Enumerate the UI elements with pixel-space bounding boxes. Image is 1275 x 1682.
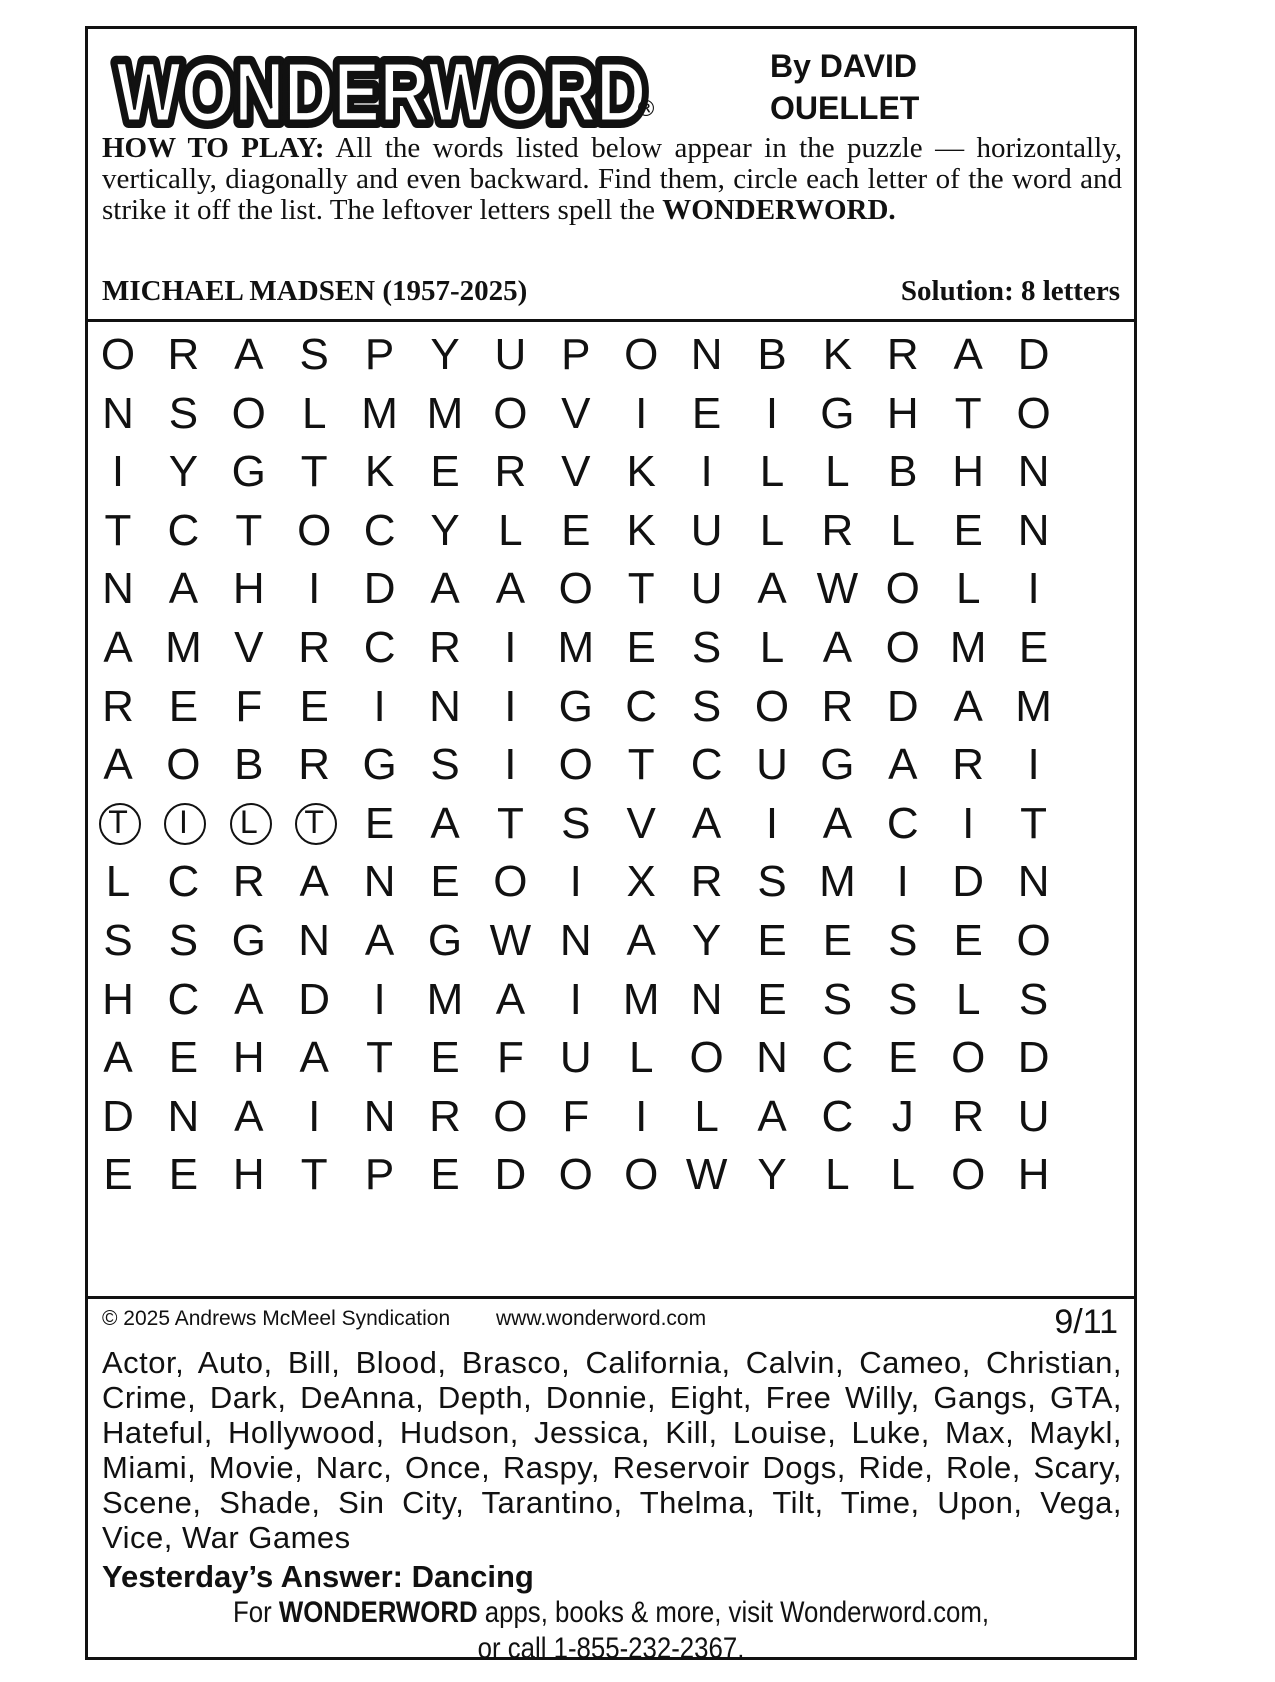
solution-length: Solution: 8 letters <box>900 275 1120 307</box>
grid-cell[interactable]: E <box>430 857 460 907</box>
grid-cell[interactable]: E <box>561 505 591 555</box>
grid-cell[interactable]: I <box>569 974 582 1024</box>
grid-row <box>88 441 1134 503</box>
grid-cell[interactable]: H <box>102 974 134 1024</box>
grid-row <box>88 500 1134 562</box>
grid-row <box>88 1086 1134 1148</box>
grid-cell[interactable]: I <box>111 447 125 497</box>
grid-cell[interactable]: A <box>757 564 787 614</box>
grid-cell[interactable]: W <box>489 916 532 965</box>
grid-cell[interactable]: A <box>430 564 460 614</box>
grid-cell[interactable]: T <box>954 388 982 438</box>
grid-cell[interactable]: H <box>952 447 985 497</box>
grid-cell[interactable]: N <box>1017 447 1050 497</box>
grid-cell[interactable]: H <box>232 564 265 614</box>
grid-cell[interactable]: T <box>88 793 148 855</box>
grid-cell[interactable]: S <box>888 974 918 1024</box>
wonderword-logo <box>110 35 670 139</box>
grid-cell[interactable]: F <box>235 681 263 731</box>
grid-cell[interactable]: N <box>1017 505 1050 555</box>
grid-cell[interactable]: I <box>1027 564 1040 614</box>
how-to-play <box>102 133 1122 226</box>
grid-cell[interactable]: T <box>1020 798 1048 848</box>
grid-cell[interactable]: D <box>363 564 396 614</box>
grid-cell[interactable]: M <box>1015 681 1052 731</box>
grid-cell[interactable]: R <box>298 740 331 790</box>
promo-line1 <box>161 1595 1061 1631</box>
grid-cell[interactable]: Y <box>757 1150 787 1200</box>
grid-cell[interactable]: A <box>234 330 264 379</box>
grid-cell[interactable]: N <box>363 857 396 907</box>
grid-cell[interactable]: I <box>504 740 517 790</box>
grid-cell[interactable]: A <box>103 740 133 790</box>
grid-cell[interactable]: I <box>153 793 213 855</box>
grid-cell[interactable]: N <box>102 388 134 438</box>
grid-cell[interactable]: S <box>103 916 133 965</box>
grid-cell[interactable]: U <box>494 330 527 379</box>
grid-cell[interactable]: A <box>953 681 983 731</box>
grid-cell[interactable]: O <box>493 857 528 907</box>
grid-row <box>88 734 1134 796</box>
grid-cell[interactable]: E <box>822 916 853 965</box>
grid-cell[interactable]: I <box>373 974 386 1024</box>
grid-cell[interactable]: A <box>953 330 983 379</box>
grid-cell[interactable]: O <box>1016 388 1051 438</box>
puzzle-date: 9/11 <box>1054 1303 1118 1341</box>
grid-cell[interactable]: N <box>690 974 723 1024</box>
grid-cell[interactable]: M <box>165 623 202 672</box>
grid-cell[interactable]: N <box>756 1033 788 1083</box>
grid-cell[interactable]: L <box>825 1150 850 1200</box>
grid-cell[interactable]: A <box>234 974 264 1024</box>
grid-cell[interactable]: S <box>888 916 918 965</box>
grid-cell[interactable]: H <box>886 388 919 438</box>
grid-cell[interactable]: F <box>496 1033 524 1083</box>
grid-cell[interactable]: C <box>167 857 200 907</box>
grid-cell[interactable]: E <box>888 1033 918 1083</box>
grid-cell[interactable]: G <box>231 447 266 497</box>
grid-cell[interactable]: I <box>765 388 779 438</box>
grid-cell[interactable]: E <box>168 1033 199 1083</box>
grid-cell[interactable]: E <box>626 623 656 672</box>
grid-row <box>88 676 1134 738</box>
grid-cell[interactable]: Y <box>430 330 460 379</box>
grid-cell[interactable]: S <box>691 681 722 731</box>
grid-cell[interactable]: I <box>569 857 582 907</box>
promo-brand: WONDERWORD <box>278 1596 478 1629</box>
grid-cell[interactable]: Y <box>691 916 722 965</box>
grid-row <box>88 558 1134 620</box>
grid-cell[interactable]: G <box>427 916 463 965</box>
grid-cell[interactable]: I <box>373 681 386 731</box>
grid-cell[interactable]: N <box>559 916 592 965</box>
grid-cell[interactable]: C <box>690 740 723 790</box>
grid-cell[interactable]: V <box>626 798 656 848</box>
byline <box>770 45 1050 129</box>
grid-cell[interactable]: D <box>298 974 331 1024</box>
how-to-play-text: All the words listed below appear in the puzzle — horizontally, vertically, diagonally and even backward. Find them, circle each letter of the word and strike it off the list. The leftover letters spell the <box>102 132 1122 226</box>
grid-cell[interactable]: N <box>167 1091 200 1141</box>
grid-cell[interactable]: I <box>308 1091 321 1141</box>
grid-cell[interactable]: M <box>949 623 987 672</box>
grid-cell[interactable]: M <box>361 388 398 438</box>
grid-cell[interactable]: L <box>890 505 916 555</box>
grid-cell[interactable]: C <box>167 974 200 1024</box>
grid-cell[interactable]: O <box>493 1091 528 1141</box>
registered-mark: ® <box>635 97 657 122</box>
grid-row <box>88 1144 1134 1206</box>
grid-cell[interactable]: S <box>561 798 591 848</box>
grid-cell[interactable]: E <box>1018 623 1049 672</box>
grid-cell[interactable]: O <box>885 623 920 672</box>
grid-cell[interactable]: L <box>955 974 981 1024</box>
grid-cell[interactable]: O <box>885 564 920 614</box>
grid-cell[interactable]: R <box>952 1091 985 1141</box>
grid-cell[interactable]: L <box>955 564 981 614</box>
grid-cell[interactable]: A <box>757 1091 787 1141</box>
grid-cell[interactable]: L <box>825 447 850 497</box>
grid-cell[interactable]: A <box>168 564 199 614</box>
grid-cell[interactable]: S <box>430 740 460 790</box>
grid-cell[interactable]: N <box>1017 857 1050 907</box>
grid-cell[interactable]: A <box>626 916 656 965</box>
grid-cell[interactable]: G <box>231 916 266 965</box>
grid-cell[interactable]: E <box>691 388 722 438</box>
grid-cell[interactable]: O <box>689 1033 724 1083</box>
grid-cell[interactable]: O <box>100 330 136 379</box>
grid-cell[interactable]: U <box>756 740 788 790</box>
grid-cell[interactable]: O <box>558 564 593 614</box>
grid-cell[interactable]: V <box>561 388 591 438</box>
grid-cell[interactable]: R <box>494 447 527 497</box>
grid-cell[interactable]: O <box>624 330 659 379</box>
grid-cell[interactable]: B <box>888 447 918 497</box>
grid-cell[interactable]: K <box>626 447 656 497</box>
promo-line2: or call 1-855-232-2367. <box>477 1632 745 1665</box>
grid-cell[interactable]: N <box>298 916 331 965</box>
grid-cell[interactable]: A <box>364 916 395 965</box>
grid-cell[interactable]: E <box>757 974 787 1024</box>
copyright: © 2025 Andrews McMeel Syndication <box>102 1307 451 1330</box>
grid-cell[interactable]: D <box>1017 1033 1050 1083</box>
grid-cell[interactable]: O <box>166 740 201 790</box>
grid-cell[interactable]: R <box>821 505 854 555</box>
grid-cell[interactable]: L <box>628 1033 654 1083</box>
grid-cell[interactable]: N <box>363 1091 396 1141</box>
grid-cell[interactable]: E <box>430 1150 460 1200</box>
grid-cell[interactable]: K <box>822 330 853 379</box>
puzzle-header <box>88 29 1134 322</box>
grid-cell[interactable]: M <box>622 974 660 1024</box>
grid-cell[interactable]: I <box>308 564 321 614</box>
grid-cell[interactable]: O <box>624 1150 659 1200</box>
grid-cell[interactable]: E <box>168 1150 199 1200</box>
grid-cell[interactable]: T <box>235 505 263 555</box>
grid-cell[interactable]: U <box>690 564 723 614</box>
grid-cell[interactable]: W <box>816 564 859 614</box>
grid-cell[interactable]: D <box>886 681 919 731</box>
grid-cell[interactable]: L <box>498 505 523 555</box>
promo-line1-rest: apps, books & more, visit Wonderword.com, <box>477 1596 990 1629</box>
grid-cell[interactable]: H <box>232 1033 265 1083</box>
grid-cell[interactable]: M <box>819 857 856 907</box>
grid-row <box>88 383 1134 445</box>
grid-cell[interactable]: E <box>953 916 983 965</box>
grid-cell[interactable]: V <box>561 447 591 497</box>
grid-cell[interactable]: R <box>952 740 985 790</box>
promo-prefix: For <box>232 1596 279 1629</box>
grid-cell[interactable]: U <box>1017 1091 1050 1141</box>
grid-cell[interactable]: C <box>363 623 396 672</box>
grid-cell[interactable]: O <box>231 388 266 438</box>
grid-row <box>88 969 1134 1031</box>
grid-cell[interactable]: S <box>757 857 787 907</box>
word-list: Actor, Auto, Bill, Blood, Brasco, California, Calvin, Cameo, Christian, Crime, Dark, DeAnna, Depth, Donnie, Eight, Free Willy, Gangs, GTA, Hateful, Hollywood, Hudson, Jessica, Kill, Louise, Luke, Max, Maykl, Miami, Movie, Narc, Once, Raspy, Reservoir Dogs, Ride, Role, Scary, Scene, Shade, Sin City, Tarantino, Thelma, Tilt, Time, Upon, Vega, Vice, War Games <box>102 1345 1122 1555</box>
grid-cell[interactable]: K <box>626 505 656 555</box>
grid-cell[interactable]: T <box>496 798 524 848</box>
grid-cell[interactable]: S <box>168 388 199 438</box>
grid-cell[interactable]: F <box>562 1091 590 1141</box>
grid-cell[interactable]: P <box>364 1150 395 1200</box>
grid-cell[interactable]: M <box>426 974 464 1024</box>
grid-cell[interactable]: E <box>430 447 460 497</box>
grid-cell[interactable]: A <box>888 740 918 790</box>
grid-cell[interactable]: T <box>284 793 344 855</box>
grid-cell[interactable]: A <box>299 1033 329 1083</box>
grid-cell[interactable]: O <box>754 681 790 731</box>
grid-row <box>88 851 1134 913</box>
grid-cell[interactable]: R <box>232 857 265 907</box>
grid-cell[interactable]: N <box>690 330 723 379</box>
grid-cell[interactable]: I <box>896 857 909 907</box>
grid-cell[interactable]: O <box>558 1150 593 1200</box>
grid-cell[interactable]: R <box>102 681 134 731</box>
grid-cell[interactable]: N <box>102 564 134 614</box>
grid-cell[interactable]: E <box>168 681 199 731</box>
grid-cell[interactable]: K <box>364 447 395 497</box>
grid-cell[interactable]: A <box>430 798 460 848</box>
grid-row <box>88 617 1134 679</box>
grid-cell[interactable]: O <box>558 740 593 790</box>
byline-line1: By DAVID <box>770 48 917 84</box>
grid-cell[interactable]: R <box>690 857 723 907</box>
grid-cell[interactable]: L <box>105 857 131 907</box>
grid-cell[interactable]: O <box>493 388 528 438</box>
grid-cell[interactable]: A <box>822 798 853 848</box>
grid-cell[interactable]: J <box>891 1091 914 1141</box>
yesterday-answer: Yesterday’s Answer: Dancing <box>102 1559 534 1594</box>
grid-cell[interactable]: T <box>366 1033 394 1083</box>
grid-cell[interactable]: S <box>168 916 199 965</box>
grid-cell[interactable]: S <box>822 974 853 1024</box>
grid-cell[interactable]: T <box>300 1150 328 1200</box>
grid-cell[interactable]: G <box>362 740 397 790</box>
letter-grid <box>88 322 1134 1299</box>
grid-cell[interactable]: S <box>299 330 329 379</box>
grid-cell[interactable]: L <box>890 1150 916 1200</box>
grid-cell[interactable]: R <box>821 681 854 731</box>
grid-cell[interactable]: O <box>1016 916 1051 965</box>
grid-cell[interactable]: R <box>429 623 461 672</box>
how-to-play-label: HOW TO PLAY: <box>102 132 325 164</box>
grid-cell[interactable]: I <box>1027 740 1040 790</box>
puzzle-footer <box>88 1299 1134 1665</box>
grid-cell[interactable]: A <box>822 623 853 672</box>
grid-cell[interactable]: R <box>298 623 331 672</box>
grid-row <box>88 793 1134 855</box>
grid-cell[interactable]: B <box>757 330 787 379</box>
grid-row <box>88 1027 1134 1089</box>
grid-cell[interactable]: I <box>962 798 975 848</box>
grid-row <box>88 324 1134 386</box>
grid-cell[interactable]: E <box>757 916 787 965</box>
grid-cell[interactable]: N <box>429 681 461 731</box>
grid-cell[interactable]: D <box>494 1150 527 1200</box>
grid-cell[interactable]: M <box>426 388 464 438</box>
grid-cell[interactable]: I <box>635 388 648 438</box>
grid-cell[interactable]: H <box>1017 1150 1050 1200</box>
grid-cell[interactable]: L <box>759 623 785 672</box>
grid-cell[interactable]: C <box>886 798 919 848</box>
grid-cell[interactable]: E <box>103 1150 133 1200</box>
website-link[interactable]: www.wonderword.com <box>496 1307 707 1330</box>
puzzle-theme: MICHAEL MADSEN (1957-2025) <box>102 275 528 307</box>
grid-cell[interactable]: I <box>765 798 779 848</box>
grid-cell[interactable]: O <box>951 1033 986 1083</box>
grid-cell[interactable]: G <box>558 681 593 731</box>
grid-row <box>88 910 1134 972</box>
grid-cell[interactable]: U <box>690 505 723 555</box>
promo-text <box>161 1595 1061 1667</box>
grid-cell[interactable]: L <box>694 1091 719 1141</box>
grid-cell[interactable]: L <box>219 793 279 855</box>
grid-cell[interactable]: C <box>625 681 658 731</box>
grid-cell[interactable]: P <box>561 330 591 379</box>
grid-cell[interactable]: E <box>299 681 329 731</box>
grid-cell[interactable]: R <box>886 330 919 379</box>
grid-cell[interactable]: R <box>167 330 200 379</box>
grid-cell[interactable]: H <box>232 1150 265 1200</box>
grid-cell[interactable]: I <box>504 681 517 731</box>
grid-cell[interactable]: R <box>429 1091 461 1141</box>
grid-cell[interactable]: D <box>1017 330 1050 379</box>
grid-cell[interactable]: S <box>1018 974 1049 1024</box>
grid-cell[interactable]: O <box>297 505 332 555</box>
grid-cell[interactable]: Y <box>168 447 199 497</box>
grid-cell[interactable]: Y <box>430 505 460 555</box>
grid-cell[interactable]: A <box>299 857 329 907</box>
grid-cell[interactable]: C <box>167 505 200 555</box>
grid-cell[interactable]: E <box>430 1033 460 1083</box>
grid-cell[interactable]: C <box>821 1033 854 1083</box>
grid-cell[interactable]: P <box>364 330 395 379</box>
grid-cell[interactable]: E <box>953 505 983 555</box>
grid-cell[interactable]: A <box>103 1033 133 1083</box>
grid-cell[interactable]: C <box>821 1091 854 1141</box>
grid-cell[interactable]: I <box>700 447 713 497</box>
svg-text:WONDERWORD: WONDERWORD <box>116 45 646 139</box>
grid-cell[interactable]: E <box>364 798 395 848</box>
grid-cell[interactable]: I <box>635 1091 648 1141</box>
grid-cell[interactable]: G <box>820 388 855 438</box>
grid-cell[interactable]: X <box>626 857 656 907</box>
grid-cell[interactable]: T <box>104 505 132 555</box>
grid-cell[interactable]: D <box>102 1091 134 1141</box>
grid-cell[interactable]: L <box>759 505 785 555</box>
logo-text: WONDERWORD <box>116 45 646 139</box>
puzzle-frame <box>85 26 1137 1665</box>
grid-cell[interactable]: S <box>691 623 722 672</box>
grid-cell[interactable]: L <box>759 447 785 497</box>
grid-cell[interactable]: U <box>559 1033 592 1083</box>
grid-cell[interactable]: W <box>685 1150 728 1200</box>
grid-cell[interactable]: A <box>495 564 526 614</box>
grid-cell[interactable]: G <box>820 740 855 790</box>
grid-cell[interactable]: D <box>952 857 985 907</box>
byline-line2: OUELLET <box>770 90 920 126</box>
grid-cell[interactable]: B <box>234 740 264 790</box>
grid-cell[interactable]: T <box>627 740 655 790</box>
grid-cell[interactable]: A <box>103 623 133 672</box>
grid-cell[interactable]: O <box>951 1150 986 1200</box>
grid-cell[interactable]: M <box>557 623 595 672</box>
grid-cell[interactable]: A <box>234 1091 264 1141</box>
grid-cell[interactable]: V <box>234 623 264 672</box>
grid-cell[interactable]: I <box>504 623 517 672</box>
grid-cell[interactable]: A <box>691 798 722 848</box>
grid-cell[interactable]: T <box>300 447 328 497</box>
grid-cell[interactable]: C <box>363 505 396 555</box>
grid-cell[interactable]: T <box>627 564 655 614</box>
grid-cell[interactable]: L <box>301 388 327 438</box>
grid-cell[interactable]: A <box>495 974 526 1024</box>
how-to-play-end: WONDERWORD. <box>662 194 896 226</box>
